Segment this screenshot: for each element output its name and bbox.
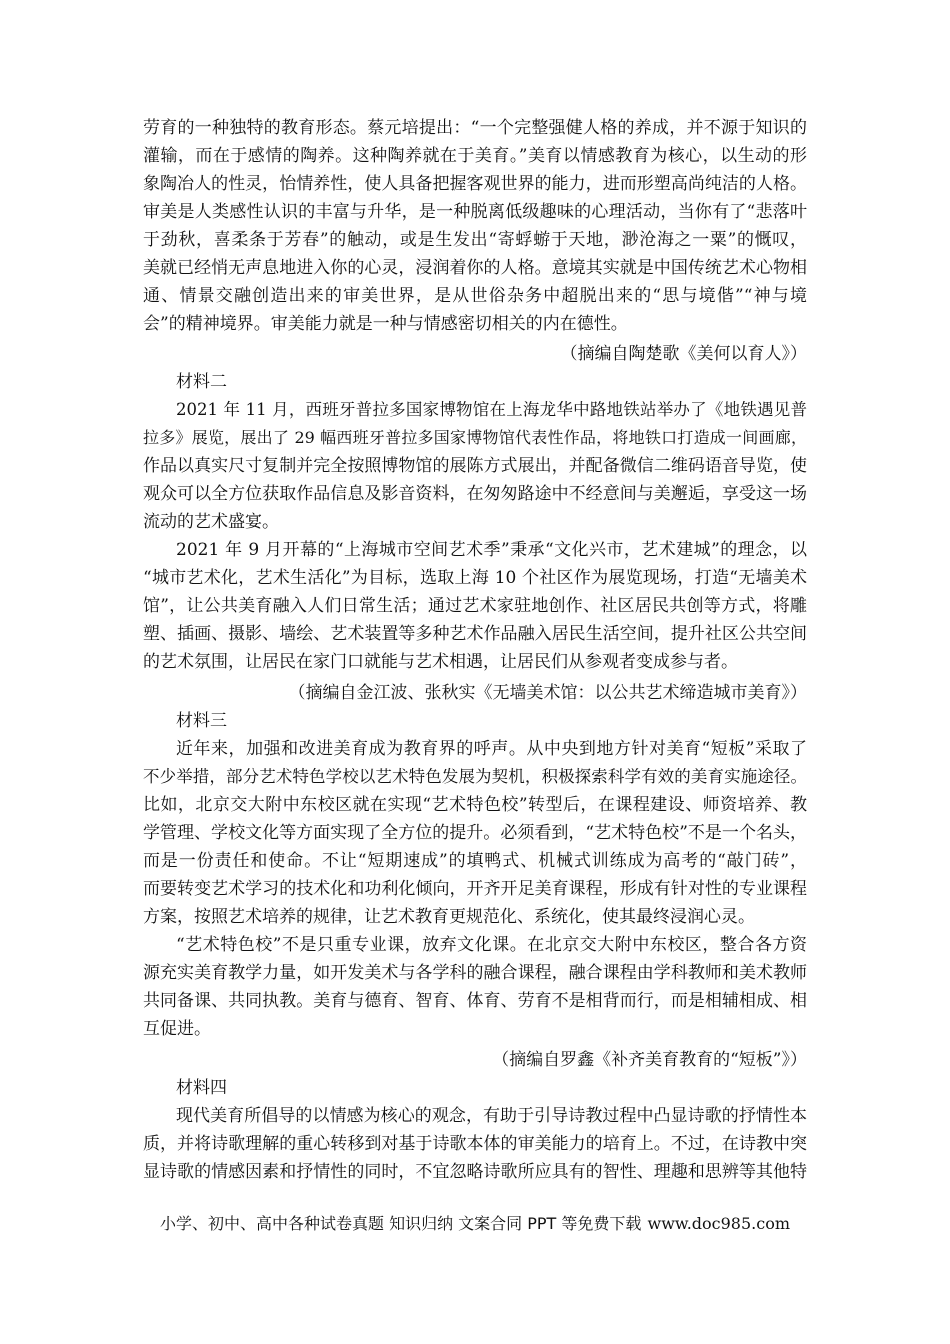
page-footer	[160, 1213, 790, 1235]
text-line: 的艺术氛围，让居民在家门口就能与艺术相遇，让居民们从参观者变成参与者。	[143, 652, 738, 672]
section-heading: 材料四	[176, 1078, 227, 1098]
text-line: 流动的艺术盛宴。	[143, 512, 279, 532]
text-line: 源充实美育教学力量，如开发美术与各学科的融合课程，融合课程由学科教师和美术教师	[143, 963, 807, 983]
text-line: 而要转变艺术学习的技术化和功利化倾向，开齐开足美育课程，形成有针对性的专业课程	[143, 879, 807, 899]
text-line: 现代美育所倡导的以情感为核心的观念，有助于引导诗教过程中凸显诗歌的抒情性本	[176, 1106, 807, 1126]
footer-site-link[interactable]: www.doc985.com	[647, 1214, 790, 1233]
text-line: 通、情景交融创造出来的审美世界，是从世俗杂务中超脱出来的“思与境偕”“神与境	[143, 286, 807, 306]
text-line: 作品以真实尺寸复制并完全按照博物馆的展陈方式展出，并配备微信二维码语音导览，使	[143, 456, 807, 476]
text-line: 灌输，而在于感情的陶养。这种陶养就在于美育。”美育以情感教育为核心，以生动的形	[143, 146, 807, 166]
text-line: 学管理、学校文化等方面实现了全方位的提升。必须看到，“艺术特色校”不是一个名头，	[143, 823, 807, 843]
source-citation: （摘编自陶楚歌《美何以育人》）	[560, 344, 807, 364]
footer-text: 小学、初中、高中各种试卷真题 知识归纳 文案合同 PPT 等免费下载	[160, 1214, 642, 1233]
text-line: 审美是人类感性认识的丰富与升华，是一种脱离低级趣味的心理活动，当你有了“悲落叶	[143, 202, 807, 222]
source-citation: （摘编自罗鑫《补齐美育教育的“短板”》）	[492, 1050, 807, 1070]
text-line: 方案，按照艺术培养的规律，让艺术教育更规范化、系统化，使其最终浸润心灵。	[143, 907, 755, 927]
text-line: 互促进。	[143, 1019, 211, 1039]
text-line: 而是一份责任和使命。不让“短期速成”的填鸭式、机械式训练成为高考的“敲门砖”，	[143, 851, 807, 871]
text-line: 劳育的一种独特的教育形态。蔡元培提出：“一个完整强健人格的养成，并不源于知识的	[143, 118, 807, 138]
text-line: 显诗歌的情感因素和抒情性的同时，不宜忽略诗歌所应具有的智性、理趣和思辨等其他特	[143, 1162, 807, 1182]
text-line: “城市艺术化，艺术生活化”为目标，选取上海 10 个社区作为展览现场，打造“无墙美术	[143, 568, 807, 588]
text-line: 不少举措，部分艺术特色学校以艺术特色发展为契机，积极探索科学有效的美育实施途径。	[143, 767, 807, 786]
text-line: 2021 年 11 月，西班牙普拉多国家博物馆在上海龙华中路地铁站举办了《地铁遇见普	[176, 400, 807, 419]
text-line: 馆”，让公共美育融入人们日常生活；通过艺术家驻地创作、社区居民共创等方式，将雕	[143, 596, 807, 616]
text-line: 象陶冶人的性灵，怡情养性，使人具备把握客观世界的能力，进而形塑高尚纯洁的人格。	[143, 174, 807, 194]
source-citation: （摘编自金江波、张秋实《无墙美术馆：以公共艺术缔造城市美育》）	[288, 683, 807, 703]
section-heading: 材料二	[176, 372, 227, 392]
text-line: 美就已经悄无声息地进入你的心灵，浸润着你的人格。意境其实就是中国传统艺术心物相	[143, 258, 807, 278]
text-line: 塑、插画、摄影、墙绘、艺术装置等多种艺术作品融入居民生活空间，提升社区公共空间	[143, 624, 807, 644]
text-line: 质，并将诗歌理解的重心转移到对基于诗歌本体的审美能力的培育上。不过，在诗教中突	[143, 1134, 807, 1154]
text-line: 观众可以全方位获取作品信息及影音资料，在匆匆路途中不经意间与美邂逅，享受这一场	[143, 484, 807, 504]
text-line: 共同备课、共同执教。美育与德育、智育、体育、劳育不是相背而行，而是相辅相成、相	[143, 991, 807, 1011]
text-line: “艺术特色校”不是只重专业课，放弃文化课。在北京交大附中东校区，整合各方资	[176, 935, 807, 955]
text-line: 近年来，加强和改进美育成为教育界的呼声。从中央到地方针对美育“短板”采取了	[176, 739, 807, 759]
text-line: 拉多》展览，展出了 29 幅西班牙普拉多国家博物馆代表性作品，将地铁口打造成一间画廊，	[143, 428, 807, 447]
text-line: 2021 年 9 月开幕的“上海城市空间艺术季”秉承“文化兴市，艺术建城”的理念，以	[176, 540, 807, 560]
section-heading: 材料三	[176, 711, 227, 731]
text-line: 会”的精神境界。审美能力就是一种与情感密切相关的内在德性。	[143, 314, 628, 334]
text-line: 于劲秋，喜柔条于芳春”的触动，或是生发出“寄蜉蝣于天地，渺沧海之一粟”的慨叹，	[143, 230, 807, 250]
text-line: 比如，北京交大附中东校区就在实现“艺术特色校”转型后，在课程建设、师资培养、教	[143, 795, 807, 815]
